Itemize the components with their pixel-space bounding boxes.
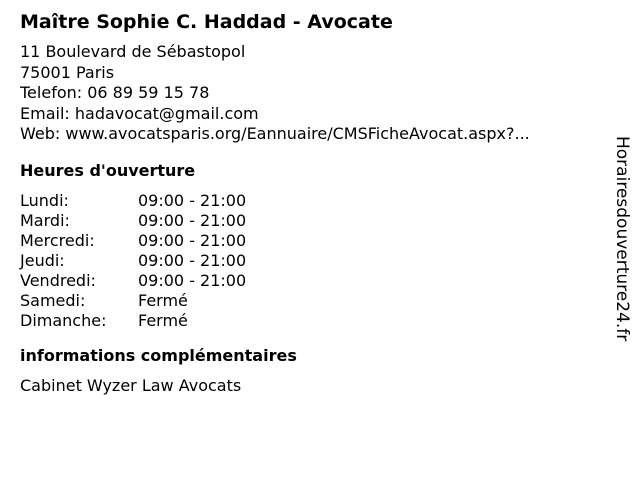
- hours-row: [20, 271, 600, 291]
- hours-row: [20, 311, 600, 331]
- hours-heading: Heures d'ouverture: [20, 160, 196, 180]
- hours-row: [20, 211, 600, 231]
- day-label: Dimanche:: [20, 310, 107, 330]
- hours-value: 09:00 - 21:00: [138, 190, 247, 210]
- hours-row: [20, 291, 600, 311]
- phone-line: [20, 83, 600, 104]
- email-line: [20, 104, 600, 125]
- hours-value: 09:00 - 21:00: [138, 250, 247, 270]
- hours-row: [20, 251, 600, 271]
- hours-value: Fermé: [138, 310, 188, 330]
- web-line: [20, 124, 600, 145]
- hours-value: 09:00 - 21:00: [138, 230, 247, 250]
- business-name: Maître Sophie C. Haddad - Avocate: [20, 11, 393, 33]
- website-link[interactable]: www.avocatsparis.org/Eannuaire/CMSFicheAvocat.aspx?...: [65, 124, 530, 143]
- hours-value: 09:00 - 21:00: [138, 210, 247, 230]
- day-label: Jeudi:: [20, 250, 65, 270]
- day-label: Lundi:: [20, 190, 69, 210]
- hours-row: [20, 191, 600, 211]
- address-line-1: 11 Boulevard de Sébastopol: [20, 42, 246, 61]
- day-label: Mardi:: [20, 210, 70, 230]
- email-label: Email:: [20, 103, 70, 123]
- info-heading: informations complémentaires: [20, 345, 297, 365]
- address-line-2: 75001 Paris: [20, 62, 115, 82]
- day-label: Samedi:: [20, 290, 86, 310]
- business-card: [20, 10, 600, 396]
- phone-number[interactable]: 06 89 59 15 78: [87, 83, 210, 102]
- hours-row: [20, 231, 600, 251]
- hours-value: 09:00 - 21:00: [138, 270, 247, 290]
- hours-value: Fermé: [138, 290, 188, 310]
- day-label: Mercredi:: [20, 230, 95, 250]
- info-text: Cabinet Wyzer Law Avocats: [20, 375, 242, 395]
- email-address[interactable]: hadavocat@gmail.com: [74, 103, 259, 123]
- hours-table: [20, 191, 600, 331]
- phone-label: Telefon:: [20, 83, 83, 102]
- day-label: Vendredi:: [20, 270, 96, 290]
- site-watermark: Horairesdouverture24.fr: [612, 136, 632, 342]
- web-label: Web:: [20, 124, 61, 143]
